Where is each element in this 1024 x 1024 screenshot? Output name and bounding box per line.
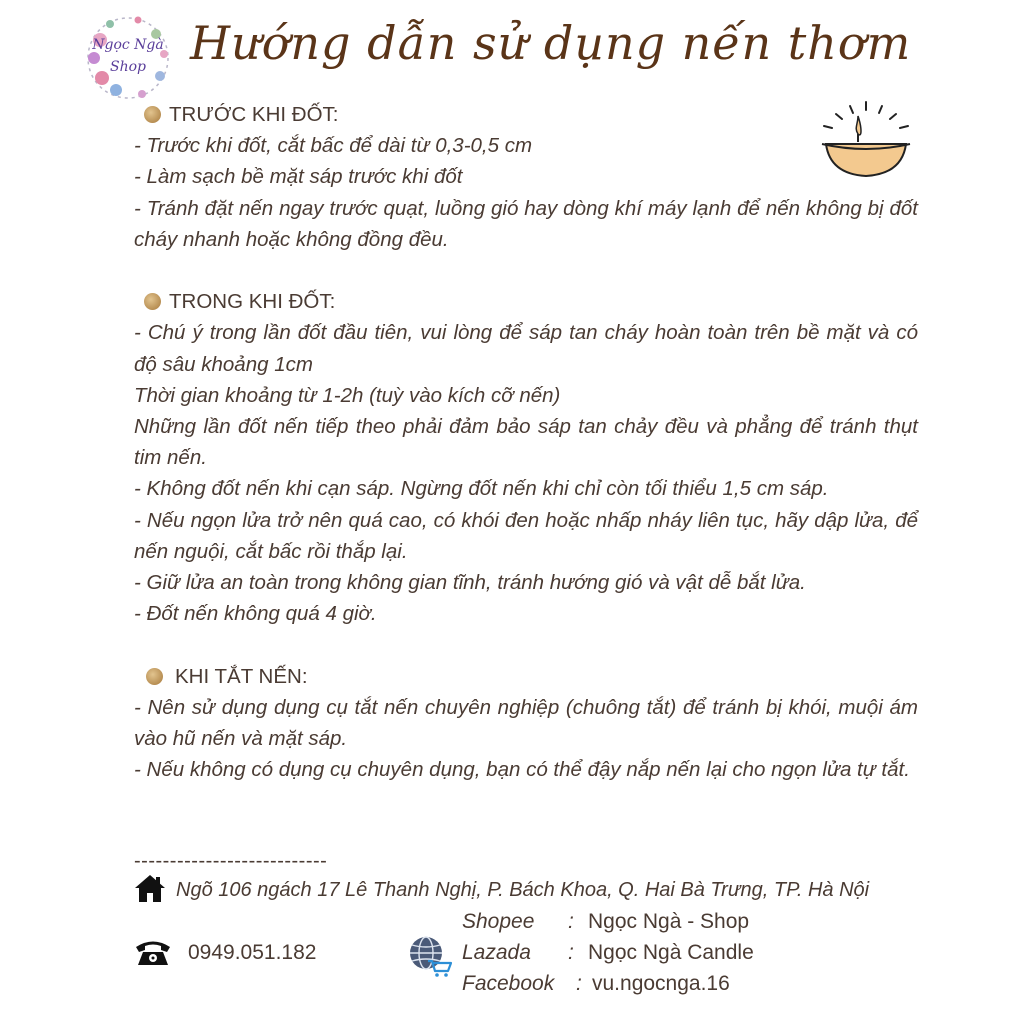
- social-label: Facebook: [462, 972, 555, 995]
- house-icon: [134, 872, 166, 904]
- social-facebook[interactable]: [462, 972, 730, 996]
- bullet-dot-icon: [144, 106, 161, 123]
- social-value: vu.ngocnga.16: [592, 972, 730, 995]
- heading-text: TRONG KHI ĐỐT:: [169, 290, 336, 314]
- page-title: Hướng dẫn sử dụng nến thơm: [190, 16, 912, 70]
- social-separator: :: [568, 910, 574, 933]
- heading-text: KHI TẮT NẾN:: [175, 664, 308, 688]
- section-extinguishing: [134, 661, 918, 786]
- instruction-line: - Nếu không có dụng cụ chuyên dụng, bạn có thể đậy nắp nến lại cho ngọn lửa tự tắt.: [134, 758, 910, 782]
- instruction-line: - Nếu ngọn lửa trở nên quá cao, có khói đen hoặc nhấp nháy liên tục, hãy dập lửa, để nến nguội, cắt bấc rồi thắp lại.: [134, 508, 918, 563]
- bullet-dot-icon: [144, 293, 161, 310]
- section-heading: [134, 661, 918, 692]
- instruction-line: Những lần đốt nến tiếp theo phải đảm bảo sáp tan chảy đều và phẳng để tránh thụt tim nến.: [134, 415, 918, 470]
- instruction-line: - Không đốt nến khi cạn sáp. Ngừng đốt nến khi chỉ còn tối thiểu 1,5 cm sáp.: [134, 477, 829, 501]
- instruction-line: - Giữ lửa an toàn trong không gian tĩnh, tránh hướng gió và vật dễ bắt lửa.: [134, 571, 806, 595]
- section-heading: [134, 99, 918, 130]
- heading-text: TRƯỚC KHI ĐỐT:: [169, 103, 339, 126]
- globe-cart-icon: [408, 935, 452, 977]
- social-separator: :: [576, 972, 582, 995]
- logo-text: [80, 34, 176, 78]
- shop-phone[interactable]: 0949.051.182: [188, 941, 317, 964]
- shop-logo: [80, 10, 176, 106]
- social-value: Ngọc Ngà - Shop: [588, 910, 750, 933]
- section-heading: [134, 286, 918, 317]
- instruction-line: Thời gian khoảng từ 1-2h (tuỳ vào kích cỡ nến): [134, 383, 561, 407]
- logo-line-2: Shop: [110, 59, 146, 75]
- instruction-line: - Đốt nến không quá 4 giờ.: [134, 602, 377, 626]
- social-value: Ngọc Ngà Candle: [588, 941, 754, 964]
- instruction-line: - Nên sử dụng dụng cụ tắt nến chuyên nghiệp (chuông tắt) để tránh bị khói, muội ám vào hũ nến và mặt sáp.: [134, 695, 918, 751]
- section-while-burning: [134, 286, 918, 629]
- instructions: [134, 99, 918, 785]
- social-label: Lazada: [462, 941, 531, 964]
- divider: ---------------------------: [134, 850, 328, 872]
- social-separator: :: [568, 941, 574, 964]
- social-label: Shopee: [462, 910, 535, 933]
- shop-address: Ngõ 106 ngách 17 Lê Thanh Nghị, P. Bách Khoa, Q. Hai Bà Trưng, TP. Hà Nội: [176, 879, 870, 901]
- social-shopee[interactable]: [462, 910, 749, 934]
- instruction-line: - Trước khi đốt, cắt bấc để dài từ 0,3-0,5 cm: [134, 134, 533, 158]
- section-before-burning: [134, 99, 918, 255]
- instruction-line: - Tránh đặt nến ngay trước quạt, luồng gió hay dòng khí máy lạnh để nến không bị đốt cháy nhanh hoặc không đồng đều.: [134, 196, 918, 251]
- instruction-line: - Chú ý trong lần đốt đầu tiên, vui lòng để sáp tan cháy hoàn toàn trên bề mặt và có độ sâu khoảng 1cm: [134, 321, 918, 376]
- logo-line-1: Ngọc Ngà: [92, 37, 164, 53]
- social-lazada[interactable]: [462, 941, 754, 965]
- instruction-line: - Làm sạch bề mặt sáp trước khi đốt: [134, 165, 463, 189]
- bullet-dot-icon: [146, 668, 163, 685]
- telephone-icon: [134, 938, 172, 966]
